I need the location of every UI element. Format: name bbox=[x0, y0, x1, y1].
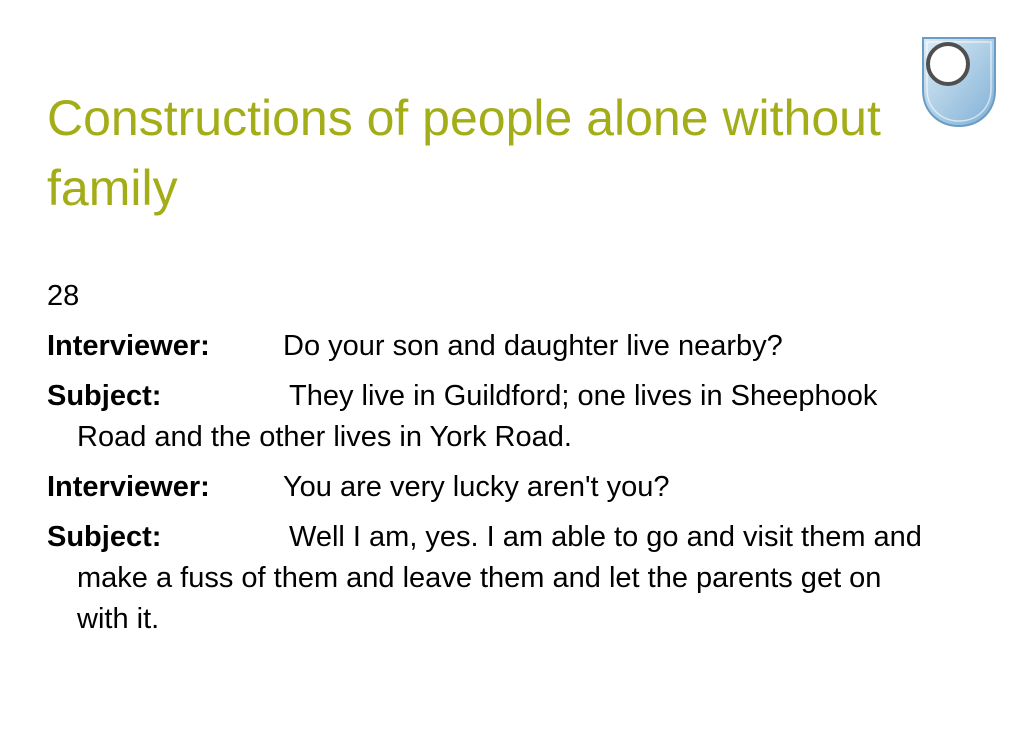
transcript-line bbox=[47, 467, 927, 508]
speaker-label: Interviewer: bbox=[47, 330, 210, 362]
speaker-label: Subject: bbox=[47, 521, 162, 553]
speaker-label: Subject: bbox=[47, 380, 162, 412]
open-university-shield-icon bbox=[919, 34, 999, 130]
speaker-label: Interviewer: bbox=[47, 471, 210, 503]
line-text: Well I am, yes. I am able to go and visit them and make a fuss of them and leave them and let the parents get on with it. bbox=[77, 521, 922, 635]
line-text: They live in Guildford; one lives in Sheephook Road and the other lives in York Road. bbox=[77, 380, 878, 453]
transcript bbox=[47, 276, 927, 649]
line-text: Do your son and daughter live nearby? bbox=[283, 330, 783, 362]
slide-title: Constructions of people alone without family bbox=[47, 90, 881, 216]
transcript-line bbox=[47, 517, 927, 640]
transcript-line bbox=[47, 376, 927, 458]
transcript-line bbox=[47, 326, 927, 367]
line-text: You are very lucky aren't you? bbox=[283, 471, 670, 503]
transcript-number: 28 bbox=[47, 280, 80, 312]
